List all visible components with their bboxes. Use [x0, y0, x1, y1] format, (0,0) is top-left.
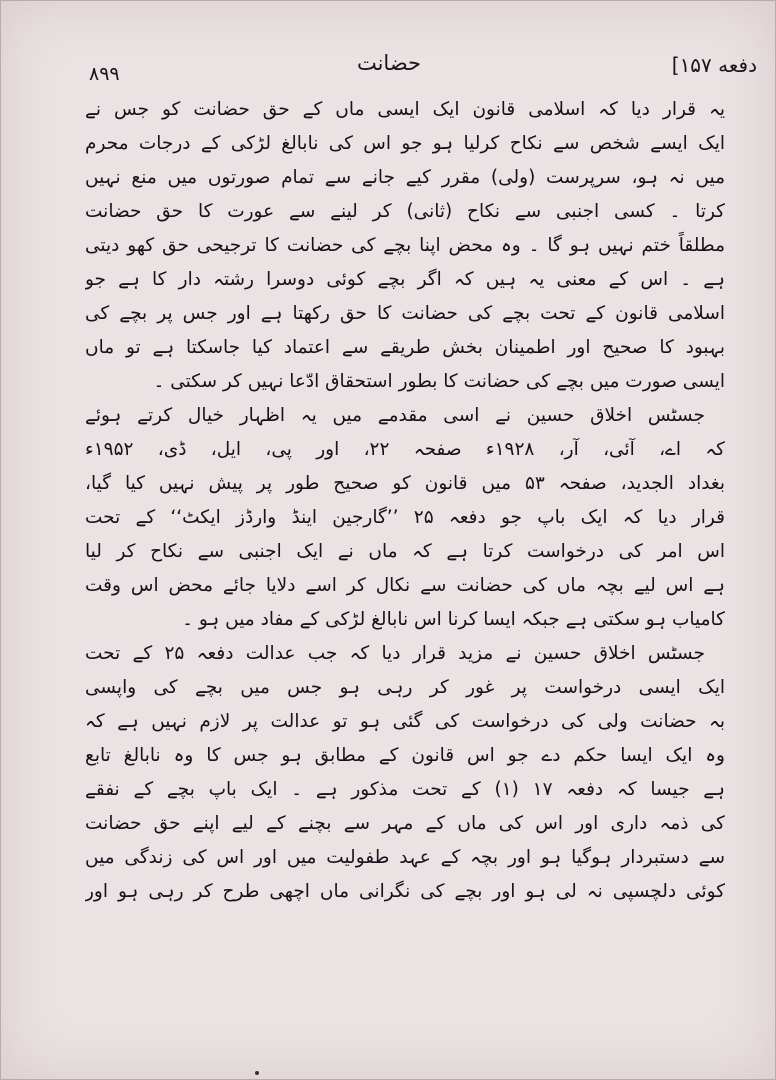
text-line: جسٹس اخلاق حسین نے مزید قرار دیا کہ جب عدالت دفعہ ۲۵ کے تحت — [85, 643, 705, 664]
text-line: ایک ایسے شخص سے نکاح کرلیا ہو جو اس کی نابالغ لڑکی کے درجات محرم — [85, 133, 725, 154]
text-line: قرار دیا کہ ایک باپ جو دفعہ ۲۵ ’’گارجین اینڈ وارڈز ایکٹ‘‘ کے تحت — [85, 507, 725, 528]
text-line: مطلقاً ختم نہیں ہو گا ۔ وہ محض اپنا بچے کی حضانت کا ترجیحی حق کھو دیتی — [85, 235, 725, 256]
text-line: یہ قرار دیا کہ اسلامی قانون ایک ایسی ماں کے حق حضانت کو جس نے — [85, 99, 725, 120]
page-mark — [255, 1071, 259, 1075]
text-line: سے دستبردار ہوگیا ہو اور بچہ کے عہد طفولیت میں اور اس کی زندگی میں — [85, 847, 725, 868]
section-reference: دفعه ۱۵۷] — [671, 53, 757, 77]
text-line: اس امر کی درخواست کرتا ہے کہ ماں نے ایک اجنبی سے نکاح کر لیا — [85, 541, 725, 562]
text-line: ایسی صورت میں بچے کی حضانت کا بطور استحقاق ادّعا نہیں کر سکتی ۔ — [153, 371, 725, 392]
text-line: کی ذمہ داری اور اس کی ماں کے مہر سے بچنے کے لیے اپنے حق حضانت — [85, 813, 725, 834]
text-line: بہ حضانت ولی کی درخواست کی گئی ہو تو عدالت پر لازم نہیں ہے کہ — [85, 711, 725, 732]
text-line: بہبود کا صحیح اور اطمینان بخش طریقے سے اعتماد کیا جاسکتا ہے تو ماں — [85, 337, 725, 358]
page-header — [1, 41, 776, 85]
body-text — [85, 93, 725, 909]
text-line: کوئی دلچسپی نہ لی ہو اور بچے کی نگرانی ماں اچھی طرح کر رہی ہو اور — [85, 881, 725, 902]
text-line: بغداد الجدید، صفحہ ۵۳ میں قانون کو صحیح طور پر پیش نہیں کیا گیا، — [85, 473, 725, 494]
running-title: حضانت — [356, 51, 422, 75]
text-line: ہے ۔ اس کے معنی یہ ہیں کہ اگر بچے کوئی دوسرا رشتہ دار کا ہے جو — [85, 269, 725, 290]
text-line: ہے اس لیے بچہ ماں کی حضانت سے نکال کر اسے دلایا جائے محض اس وقت — [85, 575, 725, 596]
text-line: وہ ایک ایسا حکم دے جو اس قانون کے مطابق ہو جس کا وہ نابالغ تابع — [85, 745, 725, 766]
text-line: اسلامی قانون کے تحت بچے کی حضانت کا حق رکھتا ہے اور جس پر بچے کی — [85, 303, 725, 324]
text-line: کامیاب ہو سکتی ہے جبکہ ایسا کرنا اس نابالغ لڑکی کے مفاد میں ہو ۔ — [182, 609, 725, 630]
text-line: میں نہ ہو، سرپرست (ولی) مقرر کیے جانے سے تمام صورتوں میں منع نہیں — [85, 167, 725, 188]
text-line: کرتا ۔ کسی اجنبی سے نکاح (ثانی) کر لینے سے عورت کا حق حضانت — [85, 201, 725, 222]
text-line: جسٹس اخلاق حسین نے اسی مقدمے میں یہ اظہار خیال کرتے ہوئے — [85, 405, 705, 426]
text-line: ہے جیسا کہ دفعہ ۱۷ (۱) کے تحت مذکور ہے ۔ ایک باپ بچے کے نفقے — [85, 779, 725, 800]
text-line: ایک ایسی درخواست پر غور کر رہی ہو جس میں بچے کی واپسی — [85, 677, 725, 698]
text-line: کہ اے، آئی، آر، ۱۹۲۸ء صفحہ ۲۲، اور پی، ایل، ڈی، ۱۹۵۲ء — [85, 439, 725, 460]
page-number: ۸۹۹ — [89, 63, 120, 85]
